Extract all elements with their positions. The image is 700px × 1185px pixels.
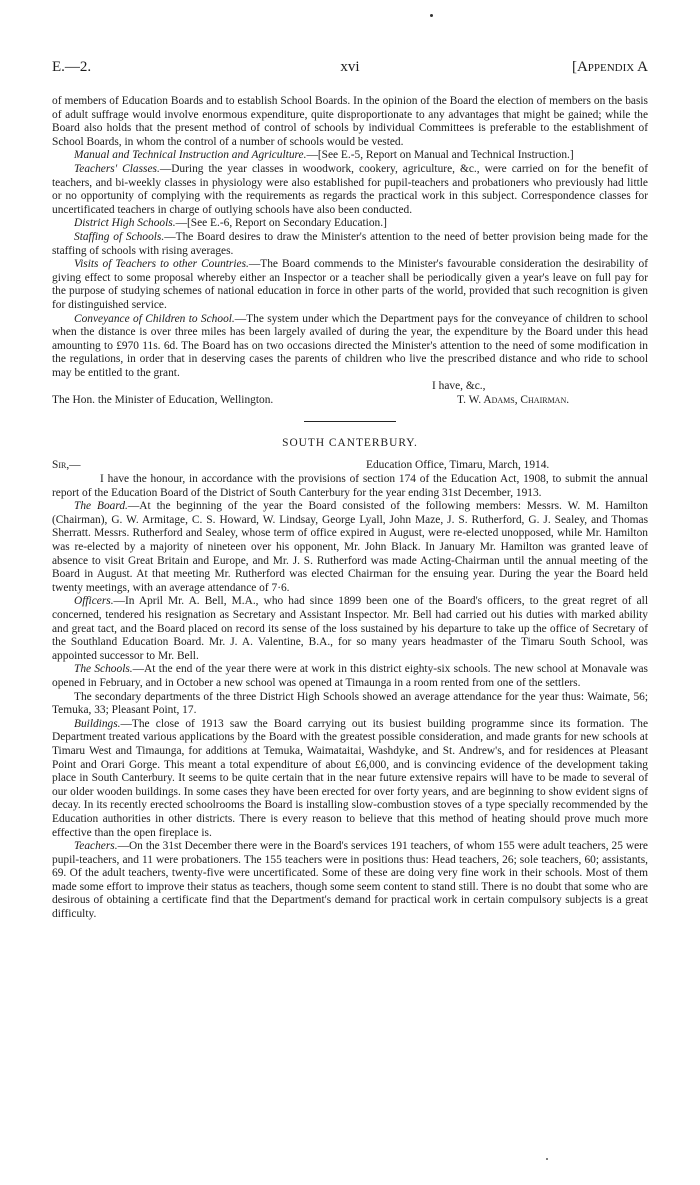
paragraph-schools [52, 663, 648, 690]
report-code: E.—2. [52, 59, 92, 75]
paragraph-manual-instruction [52, 149, 648, 163]
closing-signature: T. W. Adams, Chairman. [457, 394, 570, 407]
paragraph-district-high-schools [52, 217, 648, 231]
paragraph-officers [52, 595, 648, 663]
section-divider [304, 421, 396, 422]
office-dateline: Education Office, Timaru, March, 1914. [366, 459, 550, 472]
paragraph-heading: Manual and Technical Instruction and Agriculture. [74, 149, 307, 162]
paragraph-text: —The system under which the Department pays for the conveyance of children to school when the distance is over three miles has been largely availed of during the year, the expenditure by the Board under this head amounting to £970 11s. 6d. The Board has on two occasions directed the Minister's attention to the need of some modification in the regulations, in order that in deserving cases the parents of children who live the prescribed distance and who ride to school may be entitled to the grant. [52, 312, 648, 379]
paragraph-text: —The Board commends to the Minister's favourable consideration the desirability of giving effect to some proposal whereby either an Inspector or a teacher shall be periodically given a year's leave on full pay for the purpose of studying schemes of national education in force in other parts of the world, provided that such recognition is given for distinguished service. [52, 258, 649, 311]
paragraph-teachers [52, 840, 648, 922]
paragraph-secondary: The secondary departments of the three District High Schools showed an average attendance for the year thus: Waimate, 56; Temuka, 33; Pleasant Point, 17. [52, 690, 648, 717]
print-speck [546, 1158, 548, 1160]
paragraph-heading: Buildings. [74, 717, 121, 730]
paragraph-text: —At the end of the year there were at work in this district eighty-six schools. The new school at Monavale was opened in February, and in October a new school was opened at Timaunga in a room rented from one of the settlers. [52, 663, 648, 689]
paragraph-text: —The close of 1913 saw the Board carrying out its busiest building programme since its formation. The Department treated various applications by the Board with the greatest possible consideration, and made grants for new schools at Timaru West and Timaunga, for additions at Temuka, Waimataitai, Washdyke, and St. Andrew's, and for residences at Pleasant Point and Orari Gorge. This meant a total expenditure of about £6,000, and is convincing evidence of the development taking place in South Canterbury. It seems to be quite certain that in the near future extensive repairs will have to be made to several of our older wooden buildings. In some cases they have been erected for over forty years, and are beginning to show evident signs of decay. In its recently erected schoolrooms the Board is installing slow-combustion stoves of a type specially recommended by the Education authorities in other districts. There is every reason to believe that this method of heating should prove much more effective than the open fireplace is. [52, 717, 648, 839]
paragraph-heading: Teachers' Classes. [74, 162, 160, 175]
paragraph-text: —On the 31st December there were in the Board's services 191 teachers, of whom 155 were adult teachers, 25 were pupil-teachers, and 11 were probationers. The 155 teachers were in positions thus: Head teachers, 26; sole teachers, 60; assistants, 69. Of the adult teachers, twenty-five were uncertificated. Some of these are doing very fine work in their schools. Most of them made some effort to improve their status as teachers, though some seem content to stand still. There is no doubt that some who are desirous of obtaining a certificate find that the Department's demand for practical work in certain compulsory subjects is a great difficulty. [52, 840, 648, 921]
salutation: Sir,— [52, 459, 81, 472]
paragraph-heading: The Schools. [74, 663, 133, 676]
paragraph-intro: I have the honour, in accordance with the provisions of section 174 of the Education Act, 1908, to submit the annual report of the Education Board of the District of South Canterbury for the year ending 31st December, 1913. [52, 473, 648, 499]
paragraph-heading: Staffing of Schools. [74, 230, 165, 243]
paragraph-buildings [52, 718, 648, 840]
letter-closing [52, 380, 648, 407]
closing-phrase: I have, &c., [432, 380, 486, 393]
paragraph-text: —At the beginning of the year the Board consisted of the following members: Messrs. W. M. Hamilton (Chairman), G. W. Armitage, C. S. Howard, W. Lindsay, George Lyall, John Maze, J. S. Rutherford, G. J. Sealey, and Thomas Sherratt. Messrs. Rutherford and Sealey, whose term of office expired in August, were re-elected unopposed, while Mr. Hamilton was re-elected by a majority of nineteen over his opponent, Mr. John Black. In January Mr. Hamilton was granted leave of absence to visit Great Britain and Europe, and Mr. J. S. Rutherford was made Acting-Chairman until the annual meeting of the Board in August. At that meeting Mr. Rutherford was elected Chairman for the ensuing year. During the year the Board held twenty meetings, with an average attendance of 7·6. [52, 500, 648, 594]
paragraph-teachers-classes [52, 163, 648, 217]
section-title: SOUTH CANTERBURY. [282, 437, 418, 450]
paragraph-visits [52, 258, 648, 312]
paragraph-heading: Conveyance of Children to School. [74, 312, 235, 325]
page-number: xvi [340, 59, 360, 75]
closing-addressee: The Hon. the Minister of Education, Wellington. [52, 394, 274, 407]
paragraph-text: —In April Mr. A. Bell, M.A., who had since 1899 been one of the Board's officers, to the great regret of all concerned, tendered his resignation as Secretary and Assistant Inspector. Mr. Bell had carried out his duties with marked ability and great tact, and the Board placed on record its sense of the loss sustained by his departure to take up the office of Secretary of the Southland Education Board. Mr. J. A. Valentine, B.A., for so many years headmaster of the Timaru South School, was appointed successor to Mr. Bell. [52, 595, 648, 662]
paragraph-conveyance [52, 313, 648, 381]
page-body [52, 95, 648, 922]
paragraph-text: —During the year classes in woodwork, cookery, agriculture, &c., were carried on for the benefit of teachers, and bi-weekly classes in physiology were also established for pupil-teachers and probationers who previously had little or no opportunity of complying with the requirements as regards the practical work in this subject. Correspondence classes for uncertificated teachers in charge of outlying schools have also been conducted. [52, 162, 649, 216]
paragraph-staffing [52, 231, 648, 258]
paragraph-text: —The Board desires to draw the Minister's attention to the need of better provision being made for the staffing of schools with rising averages. [52, 230, 648, 257]
paragraph-heading: District High Schools. [74, 217, 176, 230]
paragraph-heading: Officers. [74, 595, 114, 608]
appendix-label: [Appendix A [571, 59, 648, 75]
paragraph-heading: Visits of Teachers to other Countries. [74, 258, 249, 271]
paragraph-text: —[See E.-6, Report on Secondary Education.] [175, 217, 387, 230]
paragraph-heading: Teachers. [74, 840, 118, 853]
paragraph-heading: The Board. [74, 500, 128, 513]
paragraph-text: —[See E.-5, Report on Manual and Technical Instruction.] [306, 149, 574, 162]
salutation-line [52, 459, 648, 473]
paragraph-board [52, 500, 648, 595]
paragraph-school-boards: of members of Education Boards and to establish School Boards. In the opinion of the Board the election of members on the basis of adult suffrage would involve enormous expenditure, quite disproportionate to any advantages that might be gained; while the Board also holds that the present method of control of schools by individual Committees is preferable to the establishment of School Boards, in whom the control of a number of schools would be vested. [52, 95, 648, 148]
print-speck [430, 14, 433, 17]
